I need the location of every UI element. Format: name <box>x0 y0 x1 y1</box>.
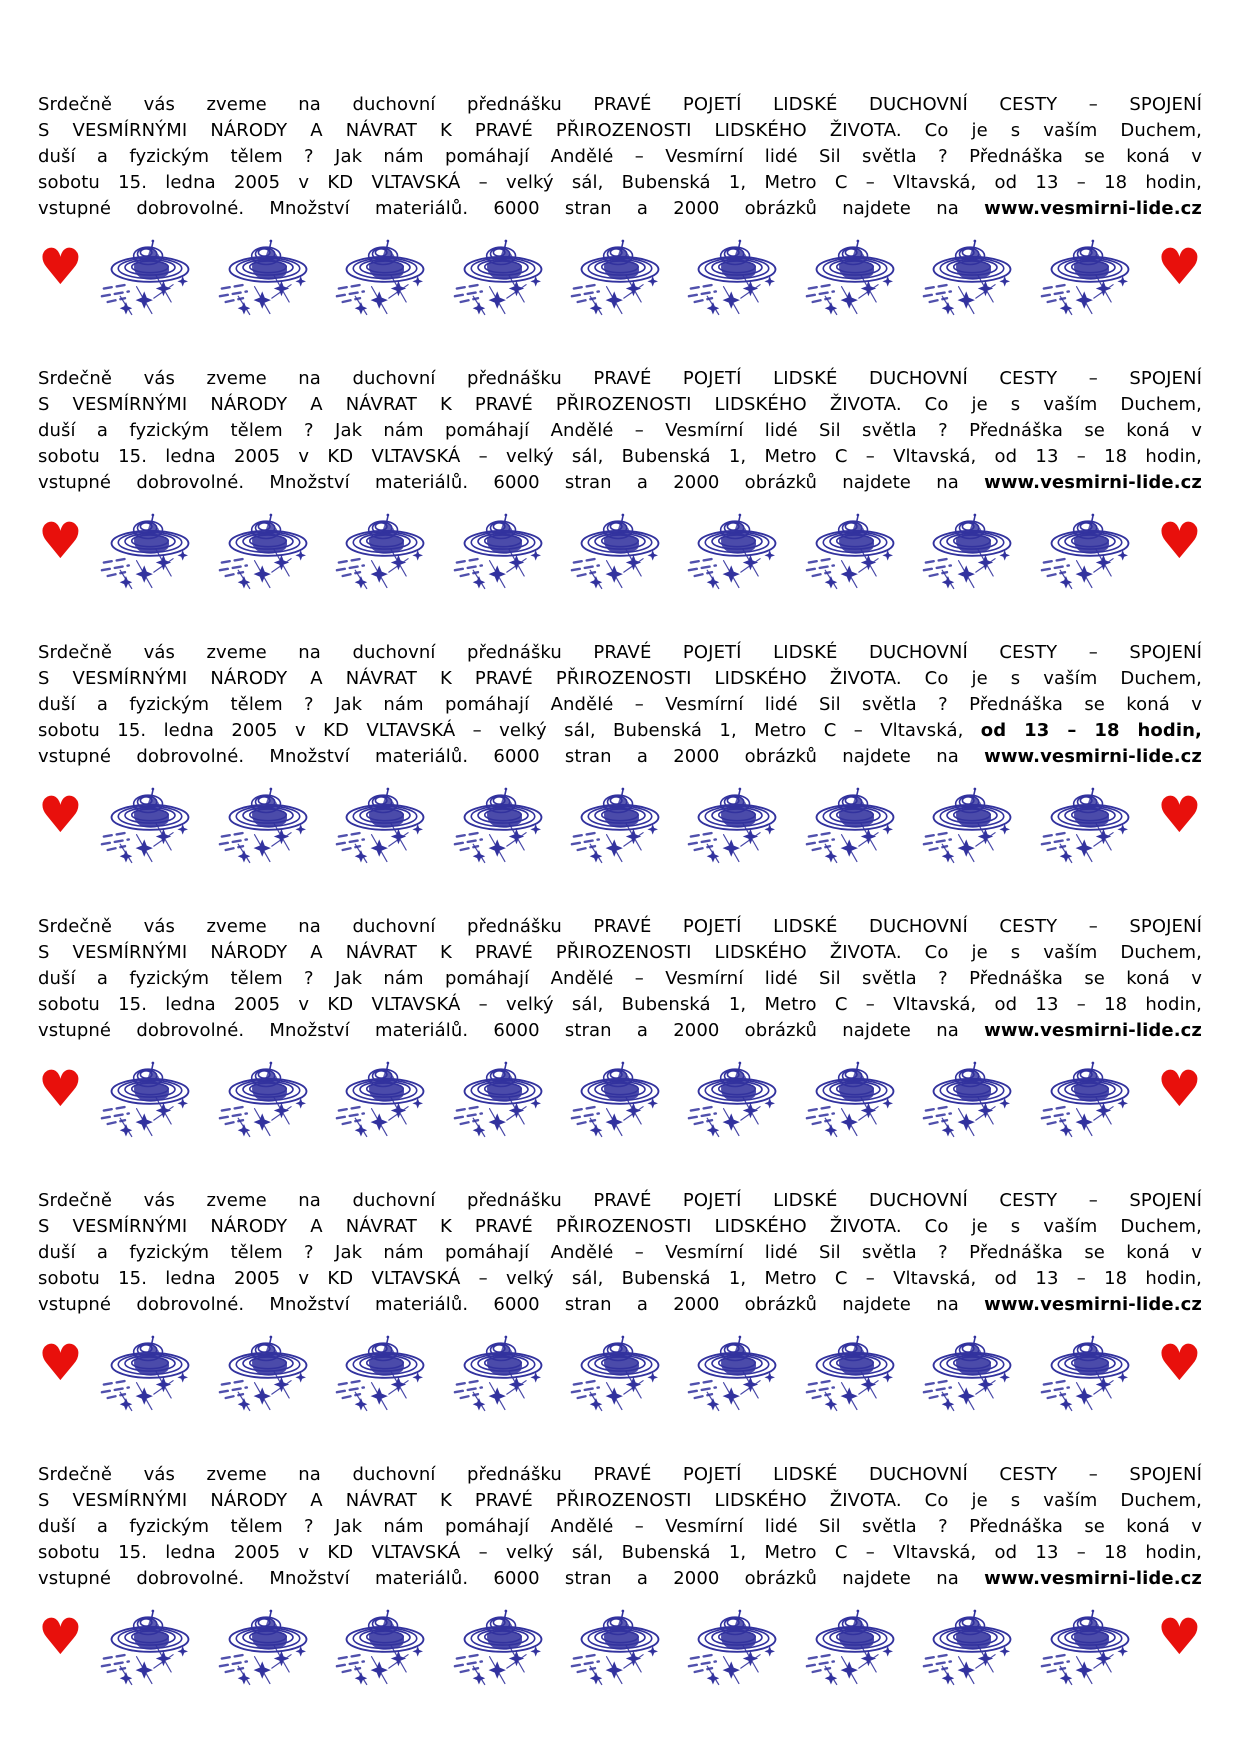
paragraph-line-2 <box>38 118 1202 144</box>
heart-icon: ♥ <box>1157 238 1202 296</box>
paragraph-line-5 <box>38 470 1202 496</box>
flyer-block-6 <box>38 1462 1202 1688</box>
ufo-icon <box>570 1334 670 1412</box>
invitation-paragraph <box>38 92 1202 222</box>
ufo-icon <box>335 786 435 864</box>
text-segment: Srdečně vás zveme na duchovní přednášku PRAVÉ POJETÍ LIDSKÉ DUCHOVNÍ CESTY – SPOJENÍ <box>38 642 1202 663</box>
paragraph-line-4 <box>38 992 1202 1018</box>
heart-icon: ♥ <box>1157 786 1202 844</box>
text-segment: Srdečně vás zveme na duchovní přednášku PRAVÉ POJETÍ LIDSKÉ DUCHOVNÍ CESTY – SPOJENÍ <box>38 368 1202 389</box>
ufo-icon <box>805 1608 905 1686</box>
text-segment: vstupné dobrovolné. Množství materiálů. 6000 stran a 2000 obrázků najdete na <box>38 1294 985 1315</box>
text-segment: S VESMÍRNÝMI NÁRODY A NÁVRAT K PRAVÉ PŘIROZENOSTI LIDSKÉHO ŽIVOTA. Co je s vaším Duchem, <box>38 668 1202 689</box>
paragraph-line-4 <box>38 444 1202 470</box>
bold-text-segment: www.vesmirni-lide.cz <box>984 1568 1202 1589</box>
invitation-paragraph <box>38 1462 1202 1592</box>
ufo-icon <box>100 1334 200 1412</box>
paragraph-line-4 <box>38 1540 1202 1566</box>
paragraph-line-1 <box>38 914 1202 940</box>
ufo-icon <box>335 512 435 590</box>
paragraph-line-5 <box>38 1018 1202 1044</box>
ufo-icon <box>100 238 200 316</box>
ufo-icon <box>335 1334 435 1412</box>
heart-icon: ♥ <box>1157 1608 1202 1666</box>
text-segment: vstupné dobrovolné. Množství materiálů. 6000 stran a 2000 obrázků najdete na <box>38 746 985 767</box>
paragraph-line-1 <box>38 92 1202 118</box>
text-segment: S VESMÍRNÝMI NÁRODY A NÁVRAT K PRAVÉ PŘIROZENOSTI LIDSKÉHO ŽIVOTA. Co je s vaším Duchem, <box>38 1490 1202 1511</box>
ufo-heart-row <box>38 1334 1202 1414</box>
ufo-heart-row <box>38 786 1202 866</box>
text-segment: duší a fyzickým tělem ? Jak nám pomáhají Andělé – Vesmírní lidé Sil světla ? Přednáška se koná v <box>38 694 1202 715</box>
ufo-icon <box>453 1608 553 1686</box>
paragraph-line-3 <box>38 966 1202 992</box>
ufo-icon <box>805 238 905 316</box>
ufo-icon <box>335 1608 435 1686</box>
invitation-paragraph <box>38 366 1202 496</box>
paragraph-line-3 <box>38 1240 1202 1266</box>
paragraph-line-2 <box>38 940 1202 966</box>
text-segment: duší a fyzickým tělem ? Jak nám pomáhají Andělé – Vesmírní lidé Sil světla ? Přednáška se koná v <box>38 420 1202 441</box>
flyer-block-1 <box>38 92 1202 318</box>
flyer-block-4 <box>38 914 1202 1140</box>
ufo-icon <box>100 786 200 864</box>
flyer-block-2 <box>38 366 1202 592</box>
ufo-icon <box>453 1060 553 1138</box>
text-segment: duší a fyzickým tělem ? Jak nám pomáhají Andělé – Vesmírní lidé Sil světla ? Přednáška se koná v <box>38 1242 1202 1263</box>
invitation-paragraph <box>38 914 1202 1044</box>
ufo-icon <box>570 512 670 590</box>
heart-icon: ♥ <box>1157 1334 1202 1392</box>
text-segment: sobotu 15. ledna 2005 v KD VLTAVSKÁ – velký sál, Bubenská 1, Metro C – Vltavská, od 13 – 18 hodin, <box>38 446 1202 467</box>
ufo-icon <box>687 1060 787 1138</box>
flyer-block-5 <box>38 1188 1202 1414</box>
ufo-icon <box>218 238 318 316</box>
text-segment: duší a fyzickým tělem ? Jak nám pomáhají Andělé – Vesmírní lidé Sil světla ? Přednáška se koná v <box>38 146 1202 167</box>
text-segment: Srdečně vás zveme na duchovní přednášku PRAVÉ POJETÍ LIDSKÉ DUCHOVNÍ CESTY – SPOJENÍ <box>38 916 1202 937</box>
bold-text-segment: www.vesmirni-lide.cz <box>984 746 1202 767</box>
text-segment: vstupné dobrovolné. Množství materiálů. 6000 stran a 2000 obrázků najdete na <box>38 1020 985 1041</box>
paragraph-line-4 <box>38 170 1202 196</box>
heart-icon: ♥ <box>38 1608 83 1666</box>
ufo-icon <box>453 1334 553 1412</box>
text-segment: duší a fyzickým tělem ? Jak nám pomáhají Andělé – Vesmírní lidé Sil světla ? Přednáška se koná v <box>38 968 1202 989</box>
invitation-paragraph <box>38 640 1202 770</box>
heart-icon: ♥ <box>38 512 83 570</box>
ufo-icon <box>218 786 318 864</box>
ufo-icon <box>805 512 905 590</box>
ufo-icon <box>922 1060 1022 1138</box>
text-segment: sobotu 15. ledna 2005 v KD VLTAVSKÁ – velký sál, Bubenská 1, Metro C – Vltavská, <box>38 720 981 741</box>
ufo-heart-row <box>38 1608 1202 1688</box>
ufo-icon <box>570 786 670 864</box>
text-segment: sobotu 15. ledna 2005 v KD VLTAVSKÁ – velký sál, Bubenská 1, Metro C – Vltavská, od 13 – 18 hodin, <box>38 172 1202 193</box>
heart-icon: ♥ <box>1157 1060 1202 1118</box>
text-segment: vstupné dobrovolné. Množství materiálů. 6000 stran a 2000 obrázků najdete na <box>38 198 985 219</box>
ufo-icon <box>570 238 670 316</box>
paragraph-line-2 <box>38 1488 1202 1514</box>
bold-text-segment: www.vesmirni-lide.cz <box>984 198 1202 219</box>
ufo-icon <box>453 238 553 316</box>
heart-icon: ♥ <box>1157 512 1202 570</box>
heart-icon: ♥ <box>38 1060 83 1118</box>
heart-icon: ♥ <box>38 238 83 296</box>
ufo-icon <box>218 1060 318 1138</box>
ufo-icon <box>218 1608 318 1686</box>
paragraph-line-5 <box>38 1292 1202 1318</box>
ufo-heart-row <box>38 1060 1202 1140</box>
ufo-icon <box>687 1608 787 1686</box>
ufo-icon <box>218 512 318 590</box>
paragraph-line-1 <box>38 366 1202 392</box>
paragraph-line-3 <box>38 418 1202 444</box>
ufo-heart-row <box>38 512 1202 592</box>
ufo-icon <box>922 238 1022 316</box>
ufo-icon <box>687 786 787 864</box>
paragraph-line-5 <box>38 744 1202 770</box>
text-segment: sobotu 15. ledna 2005 v KD VLTAVSKÁ – velký sál, Bubenská 1, Metro C – Vltavská, od 13 – 18 hodin, <box>38 994 1202 1015</box>
flyer-block-3 <box>38 640 1202 866</box>
paragraph-line-4 <box>38 718 1202 744</box>
text-segment: duší a fyzickým tělem ? Jak nám pomáhají Andělé – Vesmírní lidé Sil světla ? Přednáška se koná v <box>38 1516 1202 1537</box>
ufo-icon <box>687 238 787 316</box>
paragraph-line-2 <box>38 666 1202 692</box>
paragraph-line-1 <box>38 1462 1202 1488</box>
paragraph-line-3 <box>38 1514 1202 1540</box>
ufo-icon <box>1040 512 1140 590</box>
ufo-icon <box>100 512 200 590</box>
ufo-icon <box>453 786 553 864</box>
text-segment: Srdečně vás zveme na duchovní přednášku PRAVÉ POJETÍ LIDSKÉ DUCHOVNÍ CESTY – SPOJENÍ <box>38 94 1202 115</box>
paragraph-line-5 <box>38 196 1202 222</box>
text-segment: sobotu 15. ledna 2005 v KD VLTAVSKÁ – velký sál, Bubenská 1, Metro C – Vltavská, od 13 – 18 hodin, <box>38 1268 1202 1289</box>
ufo-icon <box>100 1608 200 1686</box>
text-segment: vstupné dobrovolné. Množství materiálů. 6000 stran a 2000 obrázků najdete na <box>38 1568 985 1589</box>
ufo-icon <box>570 1608 670 1686</box>
ufo-icon <box>218 1334 318 1412</box>
ufo-icon <box>805 1060 905 1138</box>
ufo-icon <box>453 512 553 590</box>
ufo-icon <box>335 1060 435 1138</box>
ufo-icon <box>922 512 1022 590</box>
ufo-icon <box>922 786 1022 864</box>
ufo-icon <box>805 1334 905 1412</box>
bold-text-segment: www.vesmirni-lide.cz <box>984 1294 1202 1315</box>
invitation-paragraph <box>38 1188 1202 1318</box>
text-segment: S VESMÍRNÝMI NÁRODY A NÁVRAT K PRAVÉ PŘIROZENOSTI LIDSKÉHO ŽIVOTA. Co je s vaším Duchem, <box>38 120 1202 141</box>
heart-icon: ♥ <box>38 1334 83 1392</box>
ufo-icon <box>922 1334 1022 1412</box>
ufo-icon <box>100 1060 200 1138</box>
paragraph-line-2 <box>38 392 1202 418</box>
text-segment: S VESMÍRNÝMI NÁRODY A NÁVRAT K PRAVÉ PŘIROZENOSTI LIDSKÉHO ŽIVOTA. Co je s vaším Duchem, <box>38 1216 1202 1237</box>
ufo-icon <box>1040 238 1140 316</box>
ufo-heart-row <box>38 238 1202 318</box>
heart-icon: ♥ <box>38 786 83 844</box>
paragraph-line-2 <box>38 1214 1202 1240</box>
paragraph-line-1 <box>38 1188 1202 1214</box>
text-segment: Srdečně vás zveme na duchovní přednášku PRAVÉ POJETÍ LIDSKÉ DUCHOVNÍ CESTY – SPOJENÍ <box>38 1190 1202 1211</box>
paragraph-line-3 <box>38 144 1202 170</box>
paragraph-line-3 <box>38 692 1202 718</box>
ufo-icon <box>687 512 787 590</box>
ufo-icon <box>1040 1334 1140 1412</box>
text-segment: S VESMÍRNÝMI NÁRODY A NÁVRAT K PRAVÉ PŘIROZENOSTI LIDSKÉHO ŽIVOTA. Co je s vaším Duchem, <box>38 394 1202 415</box>
ufo-icon <box>570 1060 670 1138</box>
paragraph-line-1 <box>38 640 1202 666</box>
text-segment: sobotu 15. ledna 2005 v KD VLTAVSKÁ – velký sál, Bubenská 1, Metro C – Vltavská, od 13 – 18 hodin, <box>38 1542 1202 1563</box>
bold-text-segment: www.vesmirni-lide.cz <box>984 472 1202 493</box>
paragraph-line-4 <box>38 1266 1202 1292</box>
text-segment: S VESMÍRNÝMI NÁRODY A NÁVRAT K PRAVÉ PŘIROZENOSTI LIDSKÉHO ŽIVOTA. Co je s vaším Duchem, <box>38 942 1202 963</box>
ufo-icon <box>1040 786 1140 864</box>
paragraph-line-5 <box>38 1566 1202 1592</box>
bold-text-segment: od 13 – 18 hodin, <box>980 720 1202 741</box>
ufo-icon <box>922 1608 1022 1686</box>
ufo-icon <box>805 786 905 864</box>
ufo-icon <box>687 1334 787 1412</box>
ufo-icon <box>1040 1608 1140 1686</box>
text-segment: vstupné dobrovolné. Množství materiálů. 6000 stran a 2000 obrázků najdete na <box>38 472 985 493</box>
ufo-icon <box>1040 1060 1140 1138</box>
bold-text-segment: www.vesmirni-lide.cz <box>984 1020 1202 1041</box>
flyer-blocks <box>38 92 1202 1688</box>
ufo-icon <box>335 238 435 316</box>
text-segment: Srdečně vás zveme na duchovní přednášku PRAVÉ POJETÍ LIDSKÉ DUCHOVNÍ CESTY – SPOJENÍ <box>38 1464 1202 1485</box>
